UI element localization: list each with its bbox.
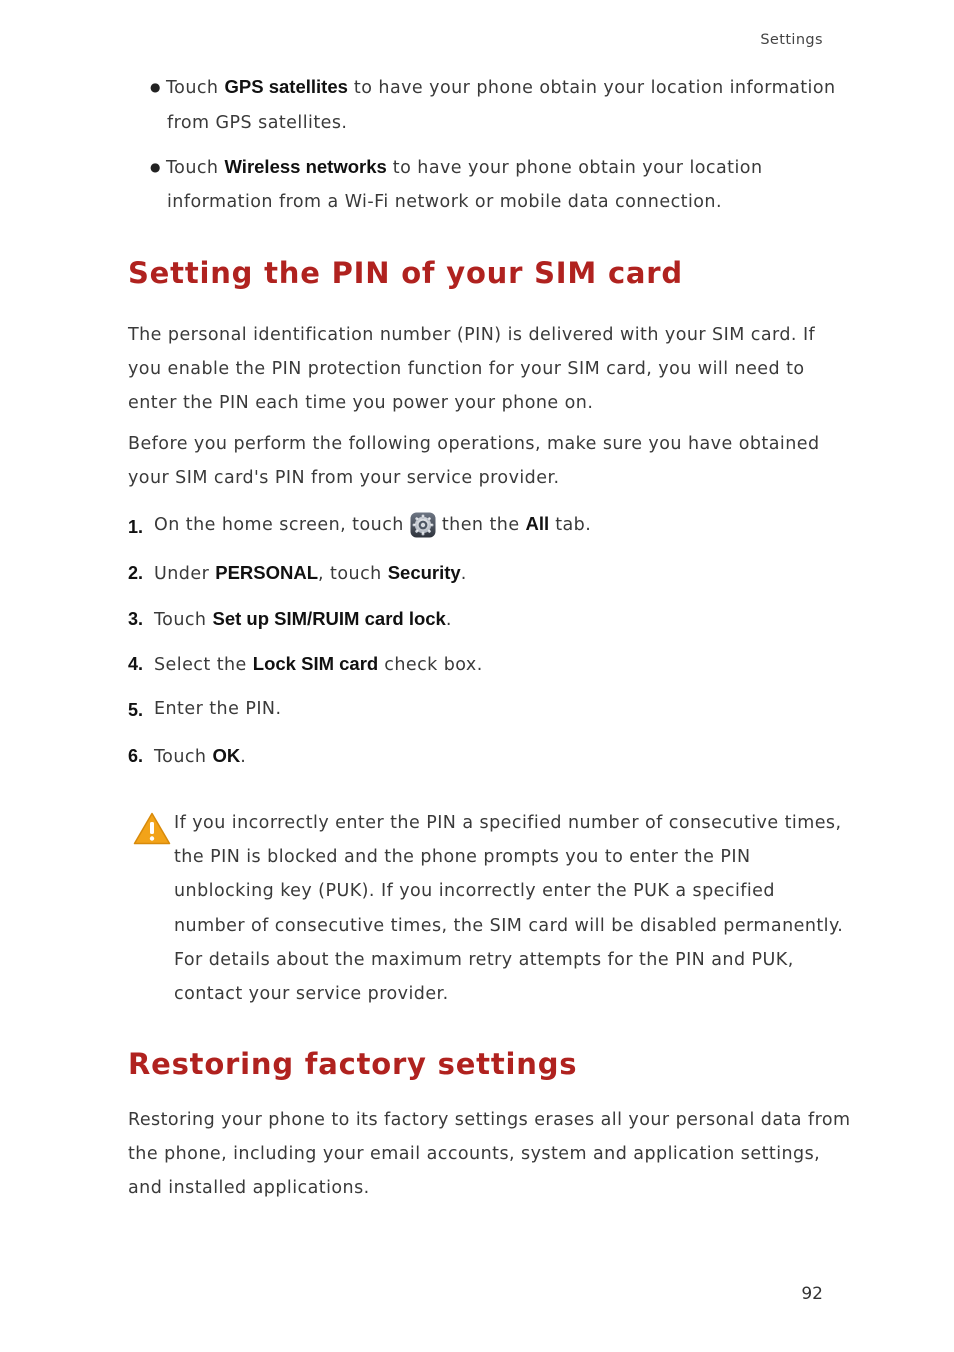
warning-line: the PIN is blocked and the phone prompts you to enter the PIN [174, 847, 751, 867]
bullet-line: Touch GPS satellites to have your phone obtain your location information [166, 76, 836, 98]
step-text: Enter the PIN. [154, 699, 282, 719]
bullet-dot: ● [150, 160, 161, 174]
paragraph-line: and installed applications. [128, 1178, 370, 1198]
warning-line: For details about the maximum retry attempts for the PIN and PUK, [174, 950, 794, 970]
bullet-line: information from a Wi-Fi network or mobile data connection. [167, 192, 722, 212]
paragraph-line: the phone, including your email accounts, system and application settings, [128, 1144, 821, 1164]
warning-line: If you incorrectly enter the PIN a specified number of consecutive times, [174, 813, 842, 833]
warning-line: unblocking key (PUK). If you incorrectly enter the PUK a specified [174, 881, 775, 901]
paragraph-line: your SIM card's PIN from your service provider. [128, 468, 560, 488]
warning-icon [133, 812, 171, 845]
step-number: 1. [128, 517, 144, 537]
step-text: Under PERSONAL, touch Security. [154, 562, 467, 584]
step-number: 2. [128, 563, 144, 583]
step-text: Select the Lock SIM card check box. [154, 653, 483, 675]
page-number: 92 [801, 1284, 823, 1304]
step-number: 3. [128, 609, 144, 629]
step-text: Touch OK. [154, 745, 247, 767]
step-text: Touch Set up SIM/RUIM card lock. [154, 608, 452, 630]
section-heading: Restoring factory settings [128, 1047, 578, 1081]
paragraph-line: you enable the PIN protection function for your SIM card, you will need to [128, 359, 805, 379]
running-header: Settings [760, 32, 823, 48]
step-number: 6. [128, 746, 144, 766]
warning-line: number of consecutive times, the SIM card will be disabled permanently. [174, 916, 844, 936]
paragraph-line: Restoring your phone to its factory settings erases all your personal data from [128, 1110, 851, 1130]
bullet-dot: ● [150, 80, 161, 94]
bullet-line: Touch Wireless networks to have your phone obtain your location [166, 156, 763, 178]
settings-gear-icon [410, 512, 436, 538]
paragraph-line: The personal identification number (PIN) is delivered with your SIM card. If [128, 325, 816, 345]
paragraph-line: Before you perform the following operations, make sure you have obtained [128, 434, 820, 454]
bullet-line: from GPS satellites. [167, 113, 348, 133]
paragraph-line: enter the PIN each time you power your phone on. [128, 393, 594, 413]
section-heading: Setting the PIN of your SIM card [128, 256, 683, 290]
warning-line: contact your service provider. [174, 984, 449, 1004]
step-text: On the home screen, touch then the All tab. [154, 512, 591, 538]
step-number: 5. [128, 700, 144, 720]
step-number: 4. [128, 654, 144, 674]
